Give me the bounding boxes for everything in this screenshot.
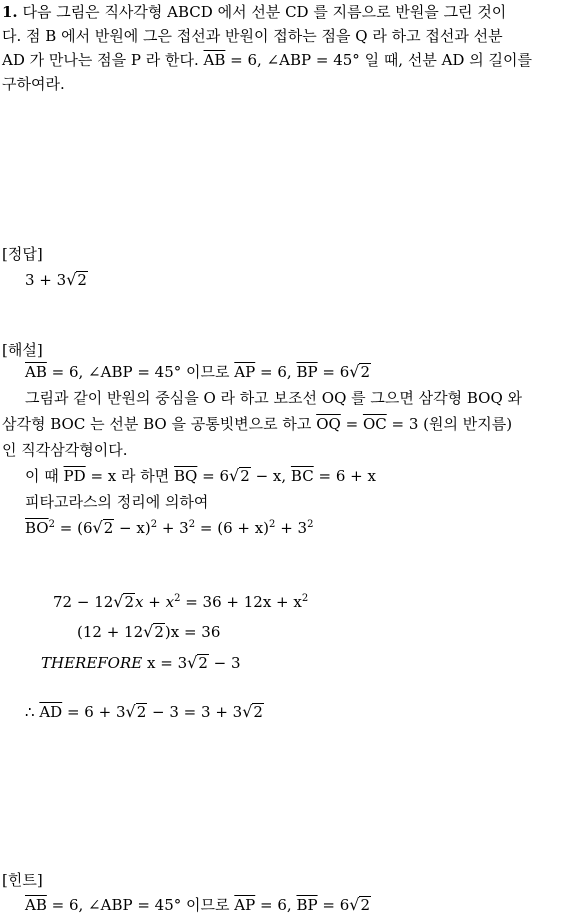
solution-text: = 6 + x — [318, 467, 376, 485]
equation-2 — [77, 622, 220, 642]
segment-bp: $\overline{BP}$ — [296, 896, 318, 914]
segment-ad: $\overline{AD}$ — [39, 703, 63, 721]
exponent: 2 — [188, 519, 196, 530]
solution-line-4 — [2, 440, 127, 460]
solution-text: = 3 (원의 반지름) — [391, 415, 513, 433]
hint-line-1 — [25, 895, 371, 915]
radicand: 2 — [253, 703, 263, 721]
therefore-word: THEREFORE — [41, 654, 143, 672]
equation-text: (12 + 12 — [77, 623, 144, 641]
solution-text: = — [345, 415, 359, 433]
sqrt-sign: √ — [125, 702, 136, 721]
solution-line-5 — [25, 466, 376, 486]
problem-text-1: 다음 그림은 직사각형 ABCD 에서 선분 CD 를 지름으로 반원을 그린 것이 — [22, 3, 507, 21]
equation-3 — [41, 653, 241, 673]
solution-text: = 6 — [322, 363, 350, 381]
equation-text: )x = 36 — [164, 623, 221, 641]
sqrt-sign: √ — [113, 592, 124, 611]
solution-text: 그림과 같이 반원의 중심을 O 라 하고 보조선 OQ 를 그으면 삼각형 BOQ 와 — [25, 389, 523, 407]
solution-text: = 6, — [260, 363, 292, 381]
therefore-symbol: ∴ — [25, 703, 35, 721]
radicand: 2 — [198, 654, 208, 672]
radicand: 2 — [136, 703, 147, 721]
problem-text-3b: = 6, ∠ABP = 45° 일 때, 선분 AD 의 길이를 — [230, 51, 532, 69]
answer-radicand: 2 — [77, 271, 87, 289]
segment-ap: $\overline{AP}$ — [234, 363, 256, 381]
answer-header: [정답] — [2, 245, 43, 263]
solution-text: = 6, ∠ABP = 45° 이므로 — [51, 363, 230, 381]
radicand: 2 — [103, 519, 114, 537]
segment-ap: $\overline{AP}$ — [234, 896, 256, 914]
segment-bq: $\overline{BQ}$ — [174, 467, 198, 485]
equation-text: = 36 + 12x + x — [185, 593, 302, 611]
sqrt-sign: √ — [229, 466, 240, 485]
sqrt-sign: √ — [92, 518, 103, 537]
solution-line-1 — [25, 362, 371, 382]
hint-text: = 6 — [322, 896, 350, 914]
equation-text: − 3 = 3 + 3 — [152, 703, 243, 721]
problem-line-3 — [2, 50, 532, 70]
solution-header: [해설] — [2, 341, 43, 359]
solution-text: = (6 + x) — [199, 519, 270, 537]
segment-bo: $\overline{BO}$ — [25, 519, 49, 537]
segment-bc: $\overline{BC}$ — [290, 467, 314, 485]
segment-ab: $\overline{AB}$ — [203, 51, 226, 69]
equation-text: = 6 + 3 — [66, 703, 126, 721]
problem-text-4: 구하여라. — [2, 75, 65, 93]
answer-expression — [25, 270, 88, 290]
exponent: 2 — [150, 519, 158, 530]
problem-line-1 — [2, 2, 506, 22]
radicand: 2 — [360, 896, 370, 914]
solution-text: 삼각형 BOC 는 선분 BO 을 공통빗변으로 하고 — [2, 415, 312, 433]
conclusion-line — [25, 702, 264, 722]
radicand: 2 — [124, 593, 135, 611]
sqrt-sign: √ — [349, 362, 360, 381]
solution-text: = (6 — [59, 519, 93, 537]
sqrt-sign: √ — [242, 702, 253, 721]
segment-ab: $\overline{AB}$ — [25, 896, 47, 914]
solution-text: + 3 — [161, 519, 189, 537]
problem-line-2 — [2, 26, 503, 46]
radicand: 2 — [240, 467, 250, 485]
exponent: 2 — [174, 593, 181, 604]
solution-text: − x) — [119, 519, 151, 537]
solution-text: 피타고라스의 정리에 의하여 — [25, 493, 209, 511]
radicand: 2 — [154, 623, 164, 641]
hint-text: = 6, ∠ABP = 45° 이므로 — [51, 896, 230, 914]
solution-line-7 — [25, 518, 313, 538]
solution-line-3 — [2, 414, 512, 434]
solution-text: 이 때 — [25, 467, 59, 485]
equation-1 — [53, 592, 308, 612]
exponent: 2 — [48, 519, 55, 530]
answer-prefix: 3 + 3 — [25, 271, 67, 289]
exponent: 2 — [301, 593, 309, 604]
exponent: 2 — [307, 519, 314, 530]
problem-number: 1. — [2, 3, 18, 21]
problem-line-4 — [2, 74, 65, 94]
equation-text: x = 3 — [147, 654, 188, 672]
sqrt-sign: √ — [349, 895, 360, 914]
equation-text: x + x — [135, 593, 175, 611]
hint-text: = 6, — [260, 896, 292, 914]
solution-line-2 — [25, 388, 522, 408]
equation-text: 72 − 12 — [53, 593, 114, 611]
sqrt-sign: √ — [66, 270, 77, 289]
sqrt-sign: √ — [187, 653, 198, 672]
segment-oq: $\overline{OQ}$ — [316, 415, 341, 433]
radicand: 2 — [360, 363, 370, 381]
problem-text-3a: AD 가 만나는 점을 P 라 한다. — [2, 51, 199, 69]
solution-text: − x, — [255, 467, 287, 485]
hint-header: [힌트] — [2, 871, 43, 889]
solution-text: 인 직각삼각형이다. — [2, 441, 128, 459]
solution-line-6 — [25, 492, 208, 512]
exponent: 2 — [269, 519, 276, 530]
sqrt-sign: √ — [143, 622, 154, 641]
segment-ab: $\overline{AB}$ — [25, 363, 47, 381]
segment-pd: $\overline{PD}$ — [63, 467, 86, 485]
solution-text: = 6 — [202, 467, 230, 485]
equation-text: − 3 — [213, 654, 241, 672]
segment-oc: $\overline{OC}$ — [362, 415, 387, 433]
solution-text: = x 라 하면 — [90, 467, 170, 485]
solution-text: + 3 — [280, 519, 308, 537]
segment-bp: $\overline{BP}$ — [296, 363, 318, 381]
problem-text-2: 다. 점 B 에서 반원에 그은 접선과 반원이 접하는 점을 Q 라 하고 접선과 선분 — [2, 27, 503, 45]
